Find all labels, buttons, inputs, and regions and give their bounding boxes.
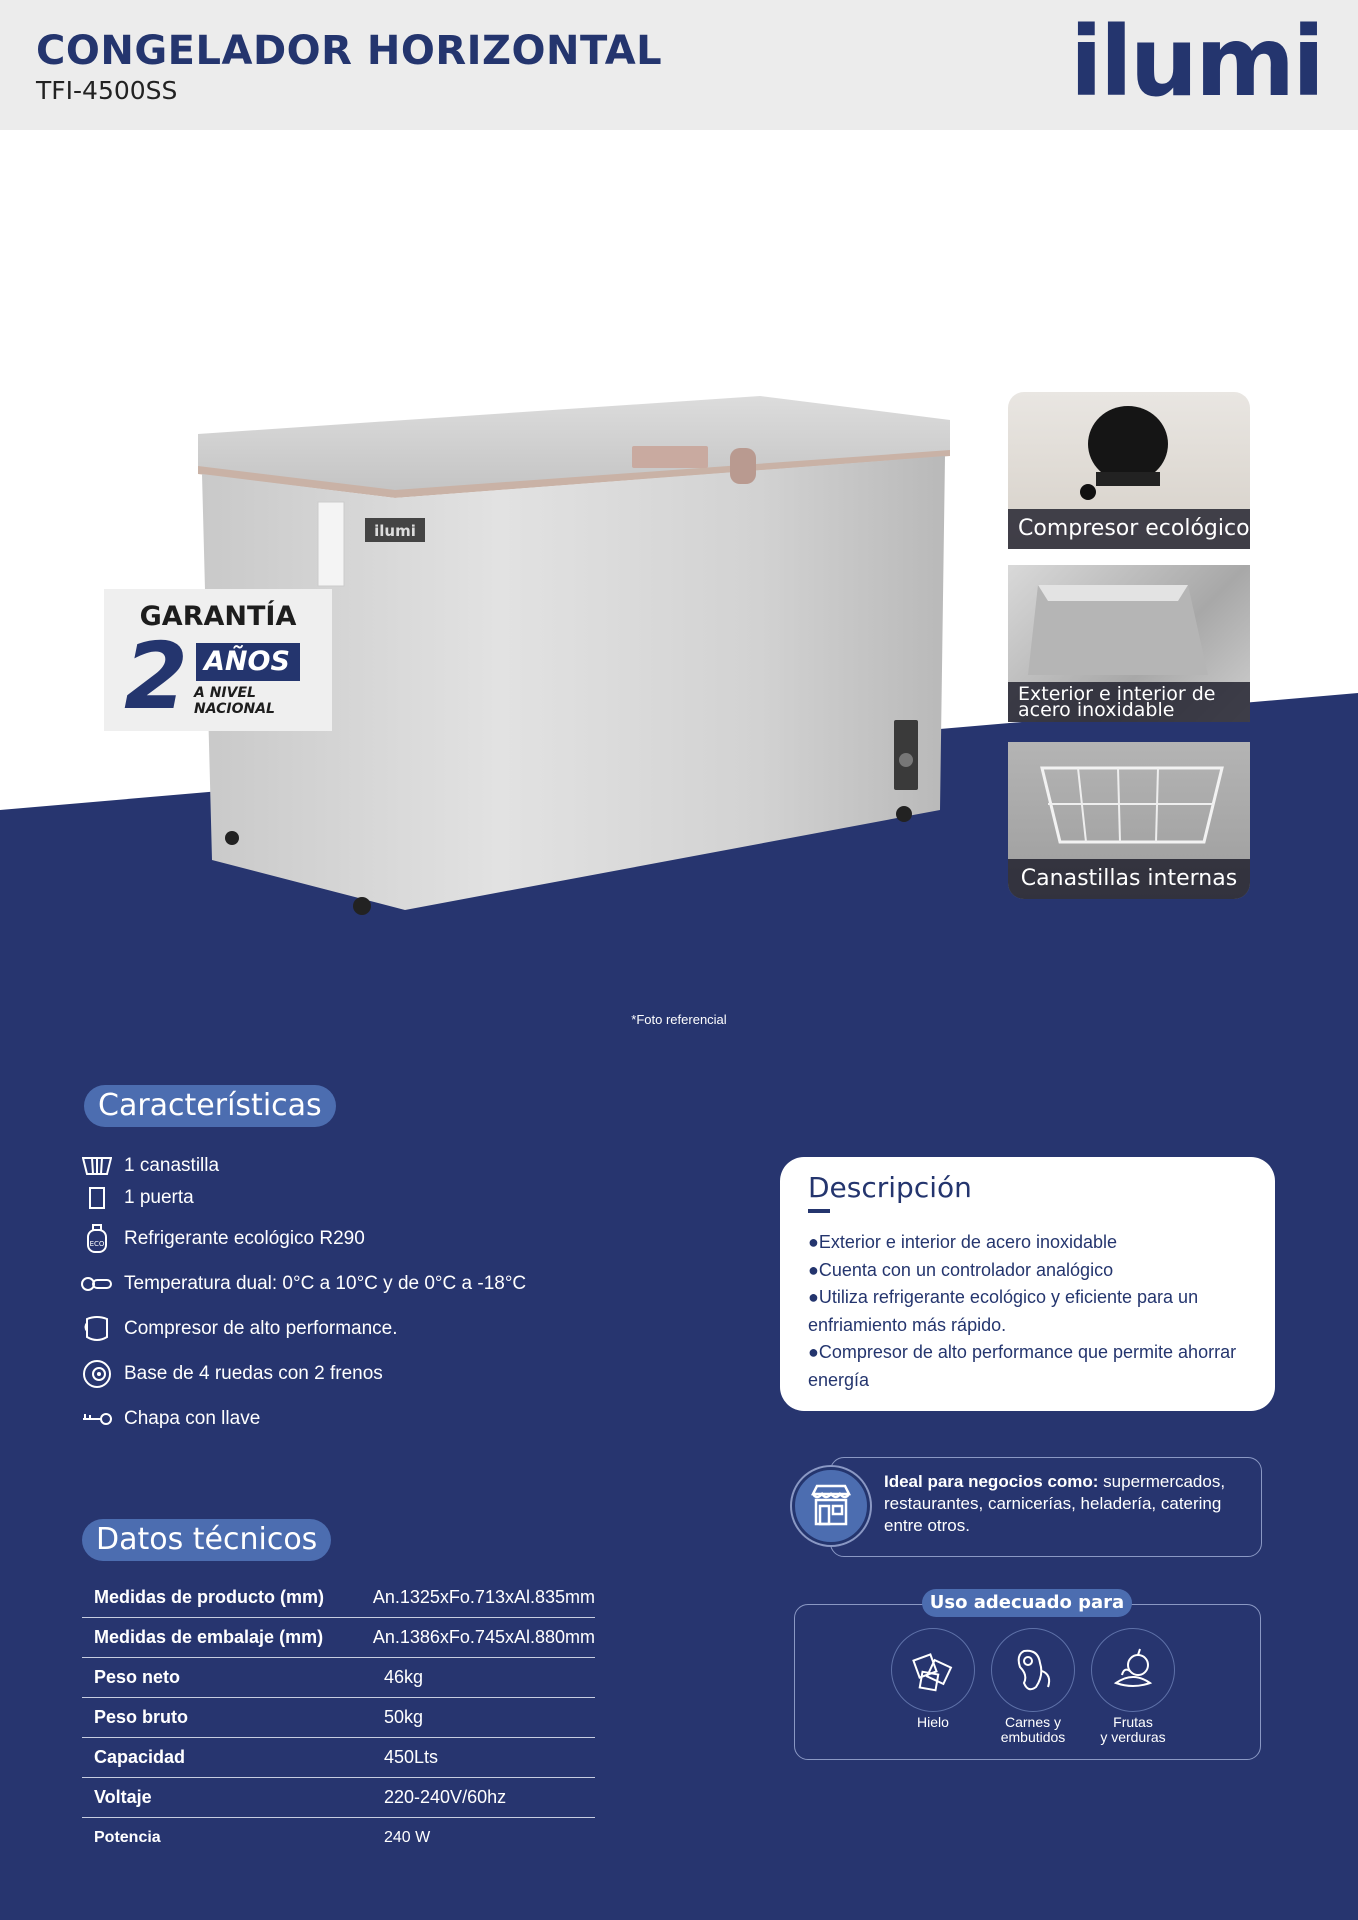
features-title: Características xyxy=(84,1085,336,1127)
model-number: TFI-4500SS xyxy=(36,76,178,105)
thumb-caption: Canastillas internas xyxy=(1008,859,1250,899)
table-row xyxy=(82,1578,595,1618)
wheel-icon xyxy=(80,1359,114,1389)
tech-value: 50kg xyxy=(384,1707,424,1727)
table-row xyxy=(82,1778,595,1818)
basket-photo xyxy=(1008,742,1250,862)
compressor-icon xyxy=(80,1314,114,1344)
tech-value: 450Lts xyxy=(384,1747,439,1767)
thumb-caption xyxy=(1008,682,1250,722)
uso-label xyxy=(1078,1715,1188,1745)
table-row xyxy=(82,1818,595,1858)
ice-icon xyxy=(891,1628,975,1712)
uso-label-line1: Frutas xyxy=(1113,1714,1153,1730)
door-icon xyxy=(80,1183,114,1213)
thumb-basket xyxy=(1008,742,1250,899)
uso-label-line1: Carnes y xyxy=(1004,1714,1062,1730)
tech-key: Peso neto xyxy=(94,1667,181,1687)
tech-value: An.1325xFo.713xAl.835mm xyxy=(372,1587,595,1607)
warranty-unit: AÑOS xyxy=(196,643,300,681)
thumb-caption: Compresor ecológico xyxy=(1008,509,1250,549)
eco-gas-icon xyxy=(80,1224,114,1254)
tech-value: 240 W xyxy=(384,1829,431,1846)
feature-item xyxy=(80,1268,620,1300)
ideal-business-text xyxy=(884,1471,1256,1537)
feature-text: Compresor de alto performance. xyxy=(124,1318,398,1339)
description-item: ●Utiliza refrigerante ecológico y eficiente para un enfriamiento más rápido. xyxy=(808,1287,1199,1335)
tech-key: Capacidad xyxy=(94,1747,186,1767)
steel-interior-photo xyxy=(1008,565,1250,685)
description-card xyxy=(780,1157,1275,1411)
key-icon xyxy=(80,1404,114,1434)
page-title: CONGELADOR HORIZONTAL xyxy=(36,28,663,74)
uso-item xyxy=(878,1628,988,1730)
ideal-bold: Ideal para negocios como: xyxy=(884,1472,1099,1491)
svg-text:ECO: ECO xyxy=(89,1240,105,1248)
uso-item xyxy=(978,1628,1088,1745)
thumb-caption-line2: acero inoxidable xyxy=(1018,699,1175,721)
tech-key: Voltaje xyxy=(94,1787,152,1807)
tech-title: Datos técnicos xyxy=(82,1519,331,1561)
feature-item xyxy=(80,1403,620,1435)
table-row xyxy=(82,1738,595,1778)
warranty-scope xyxy=(194,685,314,717)
header-bar xyxy=(0,0,1358,130)
description-title: Descripción xyxy=(808,1171,972,1204)
warranty-years: 2 xyxy=(124,623,189,730)
table-row xyxy=(82,1658,595,1698)
feature-item xyxy=(80,1223,620,1255)
freezer-badge: ilumi xyxy=(374,522,416,540)
thermometer-icon xyxy=(80,1269,114,1299)
feature-item xyxy=(80,1313,620,1345)
feature-text: 1 puerta xyxy=(124,1187,194,1208)
feature-item xyxy=(80,1150,620,1182)
tech-value: 220-240V/60hz xyxy=(384,1787,507,1807)
store-icon xyxy=(792,1467,870,1545)
warranty-badge xyxy=(104,589,332,731)
tech-key: Medidas de embalaje (mm) xyxy=(94,1627,324,1647)
feature-text: Base de 4 ruedas con 2 frenos xyxy=(124,1363,383,1384)
warranty-scope-line2: NACIONAL xyxy=(194,701,275,717)
uso-label-line2: embutidos xyxy=(1000,1729,1066,1745)
feature-text: Refrigerante ecológico R290 xyxy=(124,1228,365,1249)
fruit-icon xyxy=(1091,1628,1175,1712)
description-item: ●Compresor de alto performance que permite ahorrar energía xyxy=(808,1342,1237,1390)
description-item: ●Exterior e interior de acero inoxidable xyxy=(808,1232,1118,1252)
ideal-list: supermercados, restaurantes, carnicerías, heladería, catering entre otros. xyxy=(884,1472,1226,1535)
table-row xyxy=(82,1618,595,1658)
compressor-photo xyxy=(1008,392,1250,512)
photo-reference-note: *Foto referencial xyxy=(631,1012,727,1027)
thumb-compressor xyxy=(1008,392,1250,549)
meat-icon xyxy=(991,1628,1075,1712)
uso-label-line2: y verduras xyxy=(1100,1729,1166,1745)
feature-text: Chapa con llave xyxy=(124,1408,261,1429)
description-item: ●Cuenta con un controlador analógico xyxy=(808,1259,1114,1280)
warranty-scope-line1: A NIVEL xyxy=(194,685,256,701)
basket-icon xyxy=(80,1151,114,1181)
feature-text: Temperatura dual: 0°C a 10°C y de 0°C a -18°C xyxy=(124,1273,527,1294)
feature-text: 1 canastilla xyxy=(124,1155,220,1176)
thumb-caption-line1: Exterior e interior de xyxy=(1018,683,1216,705)
tech-key: Peso bruto xyxy=(94,1707,189,1727)
description-underline xyxy=(808,1209,830,1213)
uso-title: Uso adecuado para xyxy=(922,1589,1132,1617)
uso-label xyxy=(978,1715,1088,1745)
tech-key: Medidas de producto (mm) xyxy=(94,1587,325,1607)
uso-label: Hielo xyxy=(917,1714,949,1730)
warranty-title: GARANTÍA xyxy=(139,601,297,632)
description-list xyxy=(808,1229,1258,1394)
tech-value: An.1386xFo.745xAl.880mm xyxy=(372,1627,595,1647)
brand-logo: ilumi xyxy=(1069,6,1322,118)
uso-item xyxy=(1078,1628,1188,1745)
feature-item xyxy=(80,1182,620,1214)
feature-item xyxy=(80,1358,620,1390)
thumb-steel xyxy=(1008,565,1250,722)
tech-value: 46kg xyxy=(384,1667,424,1687)
table-row xyxy=(82,1698,595,1738)
tech-key: Potencia xyxy=(94,1829,161,1846)
